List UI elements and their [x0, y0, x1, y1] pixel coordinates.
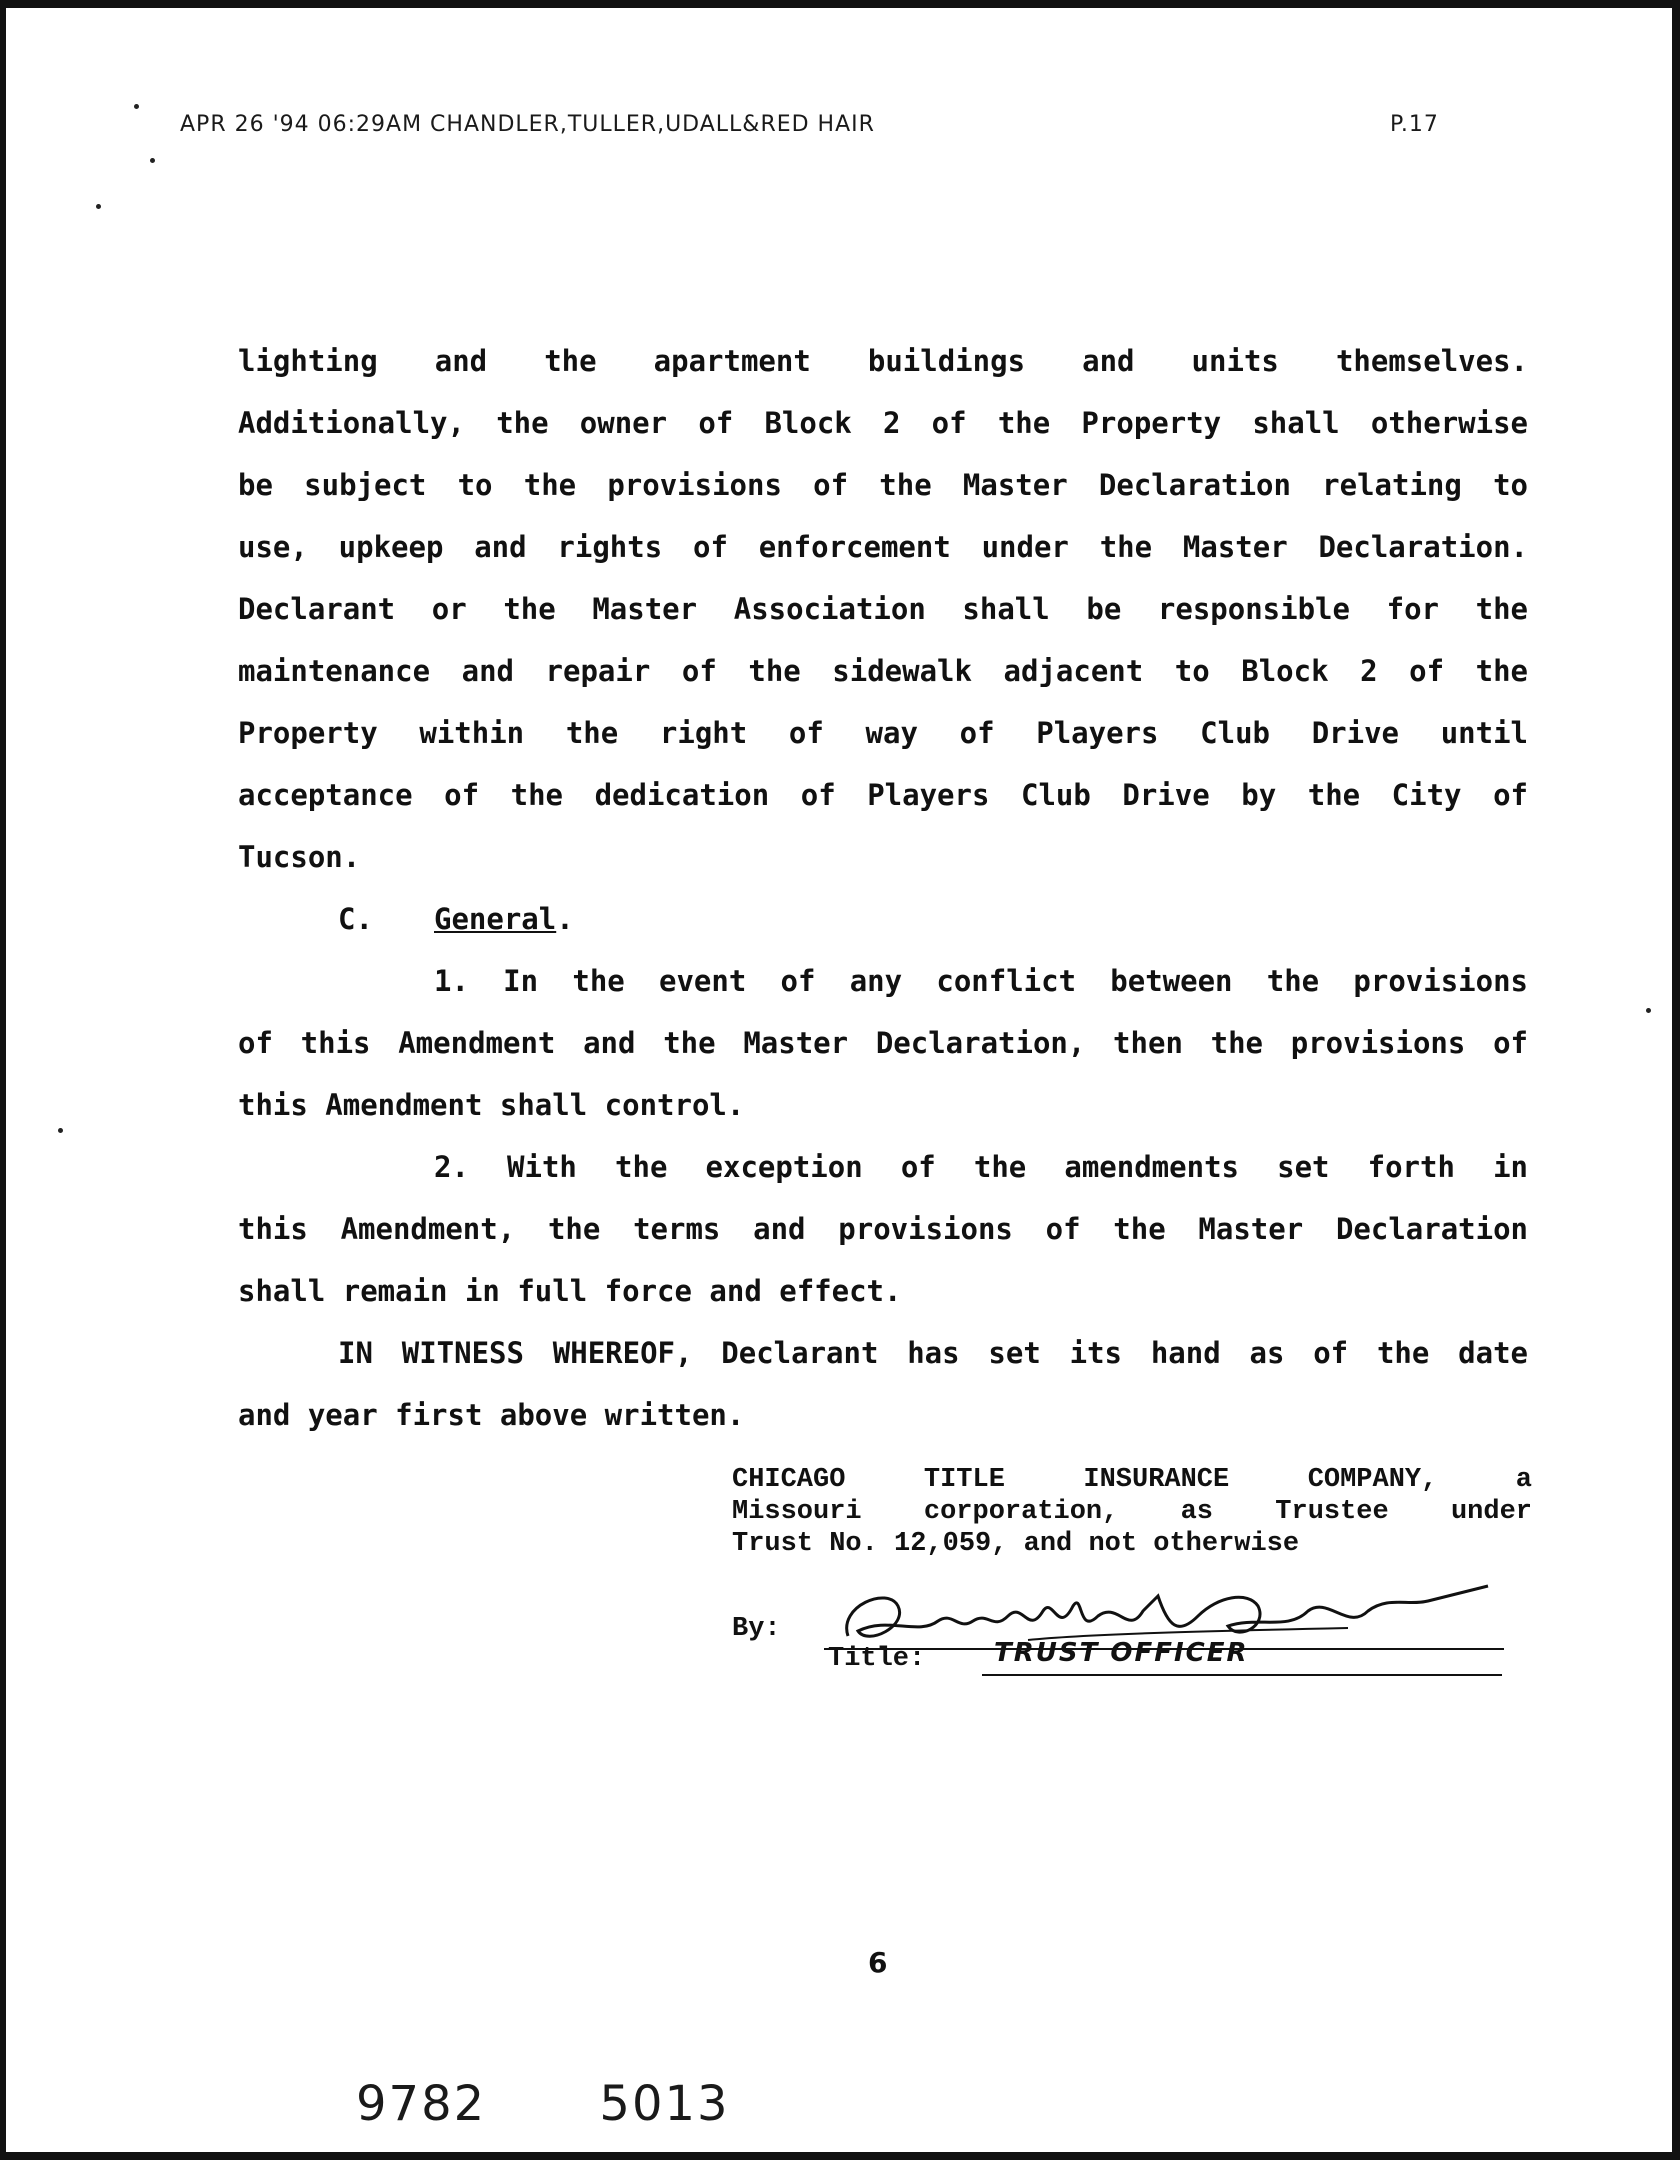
title-underline — [982, 1674, 1502, 1676]
body-line: be subject to the provisions of the Master Declaration relating to — [238, 468, 1528, 502]
body-line: maintenance and repair of the sidewalk adjacent to Block 2 of the — [238, 654, 1528, 688]
scan-speck — [1646, 1008, 1651, 1013]
document-page — [6, 8, 1672, 2152]
scan-speck — [58, 1128, 63, 1133]
fax-page-code: P.17 — [1390, 112, 1439, 137]
trustee-line: Trust No. 12,059, and not otherwise — [732, 1529, 1300, 1559]
item2-line: shall remain in full force and effect. — [238, 1274, 902, 1308]
item1-line: 1. In the event of any conflict between the provisions — [434, 964, 1528, 998]
trustee-line: Missouri corporation, as Trustee under — [732, 1497, 1532, 1527]
by-label: By: — [732, 1614, 781, 1644]
witness-line: IN WITNESS WHEREOF, Declarant has set its hand as of the date — [338, 1336, 1528, 1370]
section-title: General — [434, 902, 557, 936]
body-line: Additionally, the owner of Block 2 of the Property shall otherwise — [238, 406, 1528, 440]
body-line: Property within the right of way of Players Club Drive until — [238, 716, 1528, 750]
scan-speck — [134, 104, 139, 109]
bates-part: 5013 — [599, 2076, 730, 2132]
body-line: Declarant or the Master Association shall be responsible for the — [238, 592, 1528, 626]
body-line: lighting and the apartment buildings and units themselves. — [238, 344, 1528, 378]
section-letter: C. — [338, 902, 373, 936]
fax-header — [180, 112, 1480, 144]
item2-line: this Amendment, the terms and provisions of the Master Declaration — [238, 1212, 1528, 1246]
trustee-line: CHICAGO TITLE INSURANCE COMPANY, a — [732, 1465, 1532, 1495]
fax-transmission-line: APR 26 '94 06:29AM CHANDLER,TULLER,UDALL&RED HAIR — [180, 112, 875, 137]
bates-part: 9782 — [356, 2076, 487, 2132]
witness-line: and year first above written. — [238, 1398, 745, 1432]
title-value: TRUST OFFICER — [994, 1638, 1249, 1668]
document-body — [238, 330, 1528, 1446]
item1-line: this Amendment shall control. — [238, 1088, 745, 1122]
body-line: Tucson. — [238, 840, 361, 874]
bates-number — [356, 2076, 730, 2132]
item2-line: 2. With the exception of the amendments set forth in — [434, 1150, 1528, 1184]
scan-speck — [150, 158, 155, 163]
page-number: 6 — [868, 1946, 888, 1979]
body-line: use, upkeep and rights of enforcement under the Master Declaration. — [238, 530, 1528, 564]
section-c-heading: C. General. — [238, 888, 1528, 950]
title-label: Title: — [828, 1644, 926, 1674]
body-line: acceptance of the dedication of Players Club Drive by the City of — [238, 778, 1528, 812]
signature-block — [732, 1464, 1532, 1676]
scan-speck — [96, 204, 101, 209]
signature-row — [732, 1576, 1532, 1676]
item1-line: of this Amendment and the Master Declaration, then the provisions of — [238, 1026, 1528, 1060]
